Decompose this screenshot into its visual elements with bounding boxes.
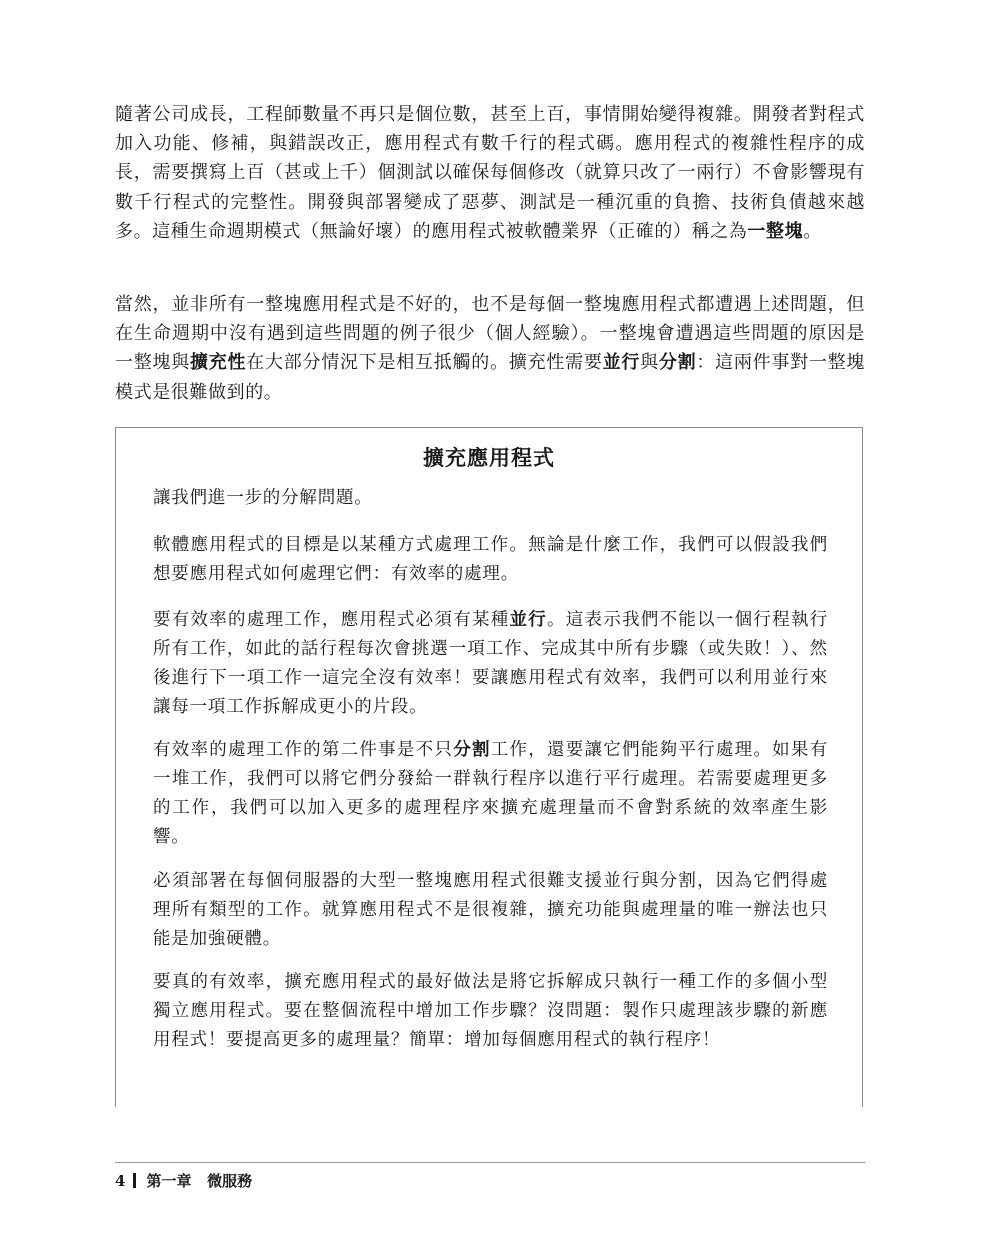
- sidebar-title: 擴充應用程式: [423, 446, 555, 470]
- footer-separator: [133, 1173, 136, 1188]
- paragraph-text: 有效率的處理工作的第二件事是不只: [153, 740, 454, 760]
- term-scalability: 擴充性: [190, 352, 247, 374]
- body-paragraph-scalability: [115, 290, 865, 407]
- paragraph-text: 。: [803, 220, 822, 242]
- paragraph-text: 當然，並非所有一整塊應用程式是不好的，也不是每個一整塊應用程式都遭遇上述問題，但在生命週期中沒有遇到這些問題的例子很少（個人經驗）。一整塊會遭遇這些問題的原因是一整塊與: [115, 294, 865, 374]
- chapter-title: 微服務: [207, 1172, 253, 1190]
- sidebar-paragraph: 軟體應用程式的目標是以某種方式處理工作。無論是什麼工作，我們可以假設我們想要應用程式如何處理它們：有效率的處理。: [153, 535, 828, 584]
- chapter-label: 第一章: [146, 1172, 192, 1190]
- sidebar-paragraph: [153, 736, 828, 852]
- page-footer: [115, 1170, 252, 1192]
- paragraph-text: 隨著公司成長，工程師數量不再只是個位數，甚至上百，事情開始變得複雜。開發者對程式加入功能、修補，與錯誤改正，應用程式有數千行的程式碼。應用程式的複雜性程序的成長，需要撰寫上百（甚或上千）個測試以確保每個修改（就算只改了一兩行）不會影響現有數千行程式的完整性。開發與部署變成了惡夢、測試是一種沉重的負擔、技術負債越來越多。這種生命週期模式（無論好壞）的應用程式被軟體業界（正確的）稱之為: [115, 104, 865, 242]
- sidebar-paragraph: 要真的有效率，擴充應用程式的最好做法是將它拆解成只執行一種工作的多個小型獨立應用程式。要在整個流程中增加工作步驟？沒問題：製作只處理該步驟的新應用程式！要提高更多的處理量？簡單：增加每個應用程式的執行程序！: [153, 972, 828, 1050]
- term-monolith: 一整塊: [747, 220, 804, 242]
- term-concurrency: 並行: [602, 352, 641, 374]
- paragraph-text: 要有效率的處理工作，應用程式必須有某種: [153, 610, 510, 630]
- term-partitioning: 分割: [658, 352, 697, 374]
- paragraph-text: 在大部分情況下是相互抵觸的。擴充性需要: [246, 352, 603, 374]
- footer-divider: [115, 1162, 865, 1163]
- term-concurrency: 並行: [509, 610, 548, 630]
- paragraph-text: 與: [640, 352, 659, 374]
- page-number: 4: [115, 1172, 126, 1190]
- body-paragraph-monolith-growth: [115, 100, 865, 246]
- paragraph-text: 。這表示我們不能以一個行程執行所有工作，如此的話行程每次會挑選一項工作、完成其中所有步驟（或失敗！）、然後進行下一項工作一這完全沒有效率！要讓應用程式有效率，我們可以利用並行來讓每一項工作拆解成更小的片段。: [153, 610, 829, 717]
- sidebar-paragraph: 讓我們進一步的分解問題。: [153, 488, 373, 508]
- paragraph-text: 工作，還要讓它們能夠平行處理。如果有一堆工作，我們可以將它們分發給一群執行程序以進行平行處理。若需要處理更多的工作，我們可以加入更多的處理程序來擴充處理量而不會對系統的效率產生影響。: [153, 740, 828, 847]
- sidebar-paragraph: 必須部署在每個伺服器的大型一整塊應用程式很難支援並行與分割，因為它們得處理所有類型的工作。就算應用程式不是很複雜，擴充功能與處理量的唯一辦法也只能是加強硬體。: [153, 871, 828, 949]
- sidebar-box: [115, 427, 863, 1107]
- term-partitioning: 分割: [453, 740, 491, 760]
- sidebar-paragraph: [153, 606, 828, 722]
- paragraph-text: ：這兩件事對一整塊模式是很難做到的。: [115, 352, 866, 403]
